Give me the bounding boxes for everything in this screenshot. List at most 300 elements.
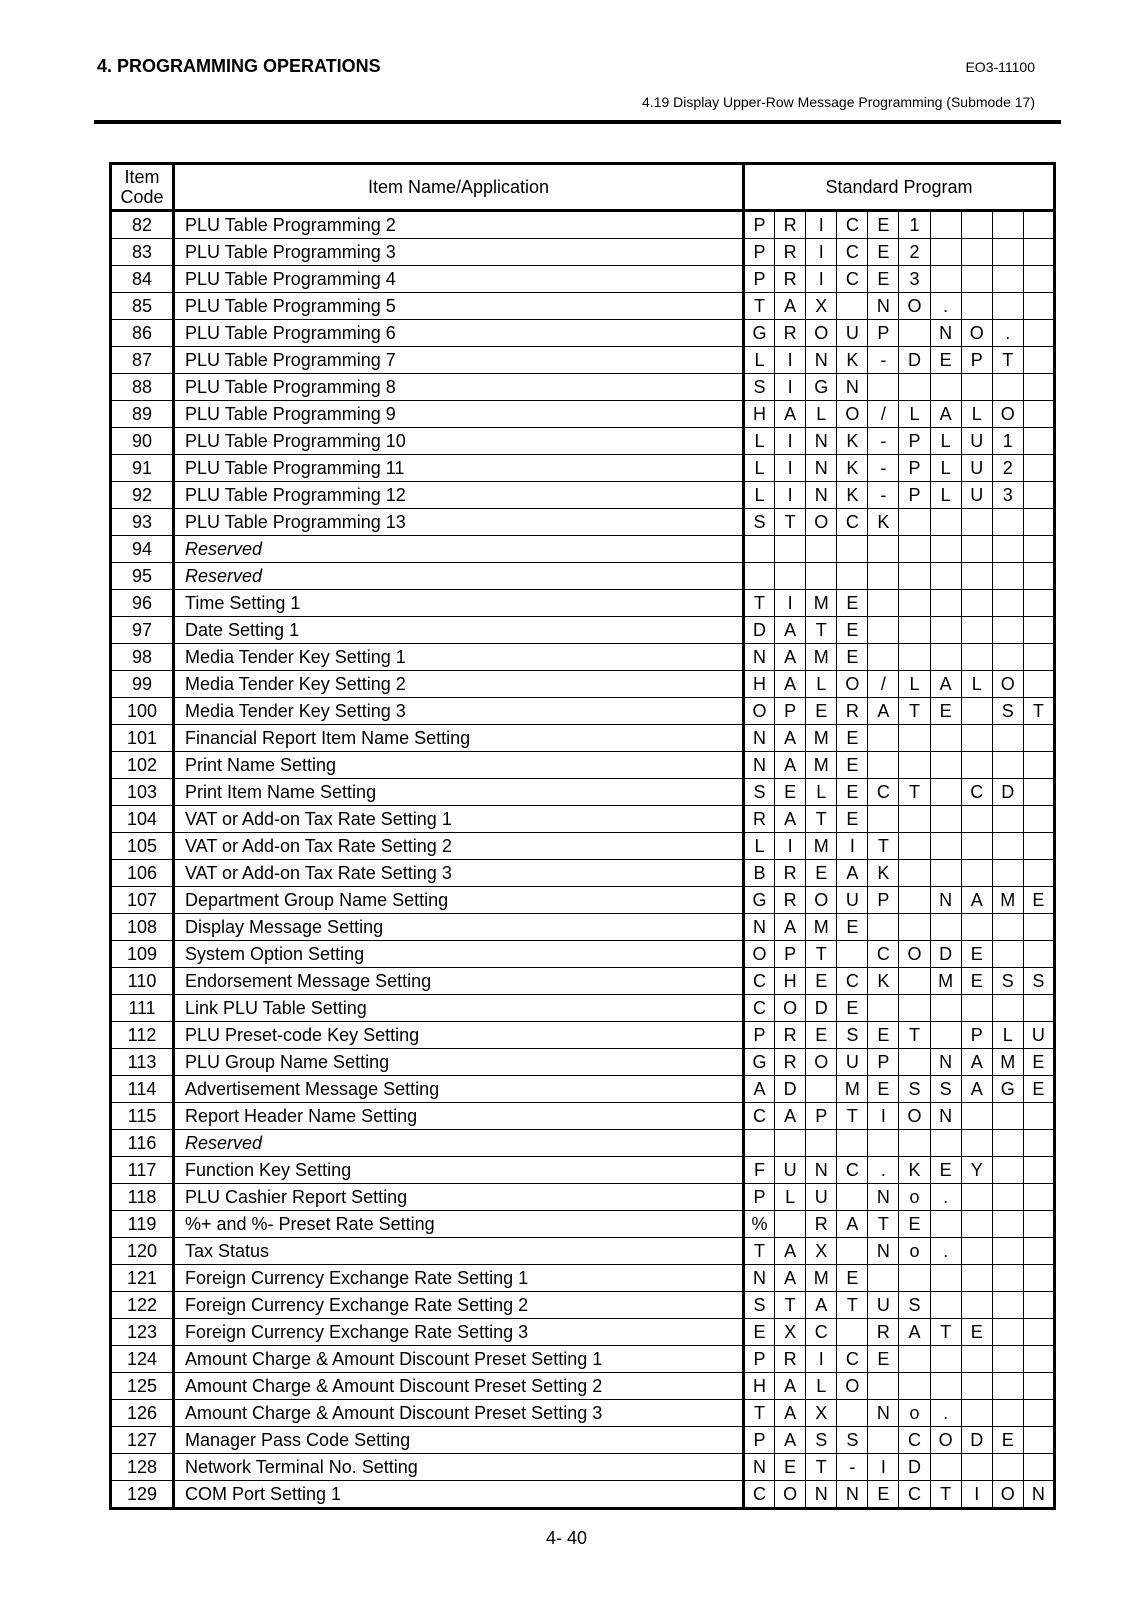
standard-program-header: Standard Program (744, 164, 1055, 211)
program-char (1023, 293, 1054, 320)
program-char: P (744, 1184, 775, 1211)
program-char (868, 914, 899, 941)
table-row (111, 860, 1055, 887)
program-char (868, 995, 899, 1022)
table-row (111, 698, 1055, 725)
item-name: Reserved (174, 563, 744, 590)
program-char (1023, 374, 1054, 401)
item-code: 83 (111, 239, 174, 266)
item-name: PLU Table Programming 5 (174, 293, 744, 320)
table-row (111, 1346, 1055, 1373)
program-char: I (775, 347, 806, 374)
program-char: A (775, 725, 806, 752)
item-code: 116 (111, 1130, 174, 1157)
table-row (111, 1265, 1055, 1292)
program-char (837, 563, 868, 590)
program-char: C (744, 995, 775, 1022)
item-code: 92 (111, 482, 174, 509)
item-code: 102 (111, 752, 174, 779)
program-char (1023, 509, 1054, 536)
item-name: PLU Preset-code Key Setting (174, 1022, 744, 1049)
table-row (111, 806, 1055, 833)
program-char: U (961, 455, 992, 482)
program-char: N (806, 455, 837, 482)
program-char: L (806, 671, 837, 698)
program-char: R (775, 1049, 806, 1076)
table-row (111, 1157, 1055, 1184)
program-char (1023, 941, 1054, 968)
item-code: 111 (111, 995, 174, 1022)
program-char (1023, 1292, 1054, 1319)
program-char (868, 1265, 899, 1292)
program-char: R (775, 211, 806, 239)
program-char (961, 1238, 992, 1265)
program-char: E (899, 1211, 930, 1238)
program-char: N (744, 1454, 775, 1481)
program-char (806, 1076, 837, 1103)
program-char: L (744, 833, 775, 860)
program-char: A (775, 617, 806, 644)
program-char: C (837, 509, 868, 536)
program-char (961, 563, 992, 590)
program-char (1023, 1454, 1054, 1481)
program-char: 3 (899, 266, 930, 293)
table-row (111, 617, 1055, 644)
item-name: Foreign Currency Exchange Rate Setting 3 (174, 1319, 744, 1346)
program-char: K (837, 347, 868, 374)
item-code: 112 (111, 1022, 174, 1049)
program-char (899, 860, 930, 887)
program-char: T (930, 1481, 961, 1509)
item-code: 125 (111, 1373, 174, 1400)
program-char: A (775, 1103, 806, 1130)
program-char: P (868, 1049, 899, 1076)
program-char: F (744, 1157, 775, 1184)
item-name: Amount Charge & Amount Discount Preset Setting 1 (174, 1346, 744, 1373)
program-char: L (961, 671, 992, 698)
section-title: 4.19 Display Upper-Row Message Programming (Submode 17) (642, 94, 1035, 110)
program-char: O (899, 941, 930, 968)
table-header (111, 164, 1055, 211)
program-char: R (775, 320, 806, 347)
program-char: I (961, 1481, 992, 1509)
program-char (1023, 1427, 1054, 1454)
program-char (1023, 590, 1054, 617)
program-char: H (775, 968, 806, 995)
item-code: 105 (111, 833, 174, 860)
program-char: C (837, 239, 868, 266)
program-char: 1 (899, 211, 930, 239)
program-char (1023, 239, 1054, 266)
program-char (930, 509, 961, 536)
program-char (930, 1265, 961, 1292)
program-char: A (775, 752, 806, 779)
program-char: R (806, 1211, 837, 1238)
program-char: T (806, 941, 837, 968)
program-char: M (806, 590, 837, 617)
page-number: 4- 40 (545, 1528, 588, 1548)
program-char: E (837, 617, 868, 644)
program-char: E (806, 968, 837, 995)
program-char (930, 266, 961, 293)
program-char (961, 1454, 992, 1481)
program-char: / (868, 671, 899, 698)
program-char (992, 1454, 1023, 1481)
program-char (961, 374, 992, 401)
program-char: E (930, 698, 961, 725)
item-code: 120 (111, 1238, 174, 1265)
program-char (868, 725, 899, 752)
program-char: G (744, 1049, 775, 1076)
program-char: T (837, 1103, 868, 1130)
program-char: E (1023, 1076, 1054, 1103)
program-char: M (806, 644, 837, 671)
item-code: 95 (111, 563, 174, 590)
item-code: 91 (111, 455, 174, 482)
program-char: S (899, 1076, 930, 1103)
program-char (961, 590, 992, 617)
program-char: O (744, 698, 775, 725)
program-char (992, 833, 1023, 860)
program-char (992, 1184, 1023, 1211)
program-char: E (1023, 887, 1054, 914)
item-code: 126 (111, 1400, 174, 1427)
program-char (868, 1130, 899, 1157)
program-char (775, 1211, 806, 1238)
program-char: T (837, 1292, 868, 1319)
program-char (961, 995, 992, 1022)
program-char (992, 941, 1023, 968)
program-char: O (992, 401, 1023, 428)
program-char: L (930, 428, 961, 455)
program-char: P (744, 211, 775, 239)
program-char: M (806, 725, 837, 752)
program-char: M (806, 914, 837, 941)
program-char: D (930, 941, 961, 968)
item-code: 124 (111, 1346, 174, 1373)
program-char: A (961, 1076, 992, 1103)
program-char: A (775, 644, 806, 671)
program-char: A (775, 1265, 806, 1292)
program-char: C (837, 1157, 868, 1184)
item-code: 82 (111, 211, 174, 239)
program-char: M (837, 1076, 868, 1103)
program-char: M (806, 752, 837, 779)
program-char: D (961, 1427, 992, 1454)
program-char (992, 1373, 1023, 1400)
program-char: I (806, 211, 837, 239)
program-char (1023, 779, 1054, 806)
program-char: R (868, 1319, 899, 1346)
program-char: P (775, 698, 806, 725)
program-char: O (837, 401, 868, 428)
program-char (1023, 211, 1054, 239)
table-row (111, 1211, 1055, 1238)
program-char: C (837, 211, 868, 239)
program-char: L (930, 455, 961, 482)
program-char: A (930, 671, 961, 698)
item-code: 129 (111, 1481, 174, 1509)
item-code: 110 (111, 968, 174, 995)
table-row (111, 401, 1055, 428)
item-name: Display Message Setting (174, 914, 744, 941)
program-char: K (899, 1157, 930, 1184)
program-char (992, 806, 1023, 833)
program-char (961, 725, 992, 752)
program-char: % (744, 1211, 775, 1238)
program-char: O (806, 509, 837, 536)
table-row (111, 1238, 1055, 1265)
program-char (961, 752, 992, 779)
program-char (1023, 1157, 1054, 1184)
program-char (899, 1265, 930, 1292)
program-char (868, 536, 899, 563)
program-char: E (837, 725, 868, 752)
program-char: - (868, 428, 899, 455)
program-char (961, 833, 992, 860)
program-char (899, 1346, 930, 1373)
program-char: P (899, 428, 930, 455)
program-char (1023, 1238, 1054, 1265)
program-char: L (806, 779, 837, 806)
item-name: Reserved (174, 1130, 744, 1157)
program-char: E (868, 1076, 899, 1103)
program-char: D (775, 1076, 806, 1103)
program-char: A (775, 671, 806, 698)
program-char: E (961, 1319, 992, 1346)
program-char (930, 1454, 961, 1481)
item-name: Time Setting 1 (174, 590, 744, 617)
program-char: O (837, 1373, 868, 1400)
program-char: E (868, 1481, 899, 1509)
item-code: 114 (111, 1076, 174, 1103)
program-char (1023, 671, 1054, 698)
item-name: System Option Setting (174, 941, 744, 968)
item-code: 103 (111, 779, 174, 806)
program-char (1023, 1130, 1054, 1157)
program-char: A (868, 698, 899, 725)
program-char (961, 266, 992, 293)
table-row (111, 509, 1055, 536)
program-char: I (806, 266, 837, 293)
program-char (961, 1346, 992, 1373)
program-char: T (744, 1238, 775, 1265)
program-char: C (868, 941, 899, 968)
item-name: Media Tender Key Setting 3 (174, 698, 744, 725)
program-char: E (930, 1157, 961, 1184)
program-char: P (744, 1022, 775, 1049)
table-row (111, 1319, 1055, 1346)
program-char (868, 1427, 899, 1454)
program-char (1023, 752, 1054, 779)
item-code: 101 (111, 725, 174, 752)
program-char: I (775, 374, 806, 401)
program-char: O (744, 941, 775, 968)
program-char (930, 239, 961, 266)
program-char: E (961, 968, 992, 995)
program-char: I (806, 1346, 837, 1373)
program-char (961, 1103, 992, 1130)
item-name: VAT or Add-on Tax Rate Setting 2 (174, 833, 744, 860)
program-char (837, 941, 868, 968)
item-name: PLU Table Programming 2 (174, 211, 744, 239)
item-name: Date Setting 1 (174, 617, 744, 644)
program-char (899, 563, 930, 590)
item-name: Print Name Setting (174, 752, 744, 779)
item-name: Reserved (174, 536, 744, 563)
program-char: I (775, 590, 806, 617)
program-char: N (744, 914, 775, 941)
program-char (930, 536, 961, 563)
program-char: L (899, 671, 930, 698)
program-char: N (744, 752, 775, 779)
program-char: E (961, 941, 992, 968)
program-char (930, 1292, 961, 1319)
item-code: 115 (111, 1103, 174, 1130)
program-char: S (1023, 968, 1054, 995)
program-char: S (992, 968, 1023, 995)
program-char (1023, 644, 1054, 671)
program-char: R (775, 887, 806, 914)
program-char: O (961, 320, 992, 347)
program-char: P (961, 347, 992, 374)
program-char: T (899, 779, 930, 806)
table-row (111, 1049, 1055, 1076)
table-row (111, 779, 1055, 806)
program-char: O (930, 1427, 961, 1454)
table-row (111, 293, 1055, 320)
table-row (111, 563, 1055, 590)
program-char: L (775, 1184, 806, 1211)
item-name: Media Tender Key Setting 2 (174, 671, 744, 698)
program-char: D (992, 779, 1023, 806)
program-char (775, 536, 806, 563)
program-char (992, 644, 1023, 671)
program-char: E (837, 644, 868, 671)
program-char: . (930, 1400, 961, 1427)
item-name: Manager Pass Code Setting (174, 1427, 744, 1454)
table-row (111, 1103, 1055, 1130)
program-char: N (930, 1103, 961, 1130)
program-char (961, 1400, 992, 1427)
item-code: 85 (111, 293, 174, 320)
program-char (930, 211, 961, 239)
program-char: o (899, 1184, 930, 1211)
program-char (992, 590, 1023, 617)
program-char (992, 1292, 1023, 1319)
table-row (111, 590, 1055, 617)
item-code: 87 (111, 347, 174, 374)
program-char: P (868, 320, 899, 347)
program-char: E (1023, 1049, 1054, 1076)
program-char: M (992, 887, 1023, 914)
program-char (992, 1130, 1023, 1157)
program-char (837, 1238, 868, 1265)
program-char: P (775, 941, 806, 968)
program-char: A (837, 1211, 868, 1238)
program-char: S (930, 1076, 961, 1103)
table-row (111, 1292, 1055, 1319)
program-char (1023, 1319, 1054, 1346)
table-row (111, 1184, 1055, 1211)
program-char: N (806, 1157, 837, 1184)
program-char (930, 914, 961, 941)
item-name: Tax Status (174, 1238, 744, 1265)
table-row (111, 1400, 1055, 1427)
program-char (992, 1103, 1023, 1130)
program-char (930, 1346, 961, 1373)
program-char (868, 590, 899, 617)
program-char: T (806, 617, 837, 644)
program-char (1023, 617, 1054, 644)
program-char (992, 725, 1023, 752)
program-char: N (744, 1265, 775, 1292)
program-char (992, 860, 1023, 887)
program-char: R (775, 266, 806, 293)
program-char: S (837, 1427, 868, 1454)
program-char: N (930, 887, 961, 914)
program-char: C (837, 968, 868, 995)
program-char (899, 644, 930, 671)
program-char: L (806, 401, 837, 428)
item-code: 88 (111, 374, 174, 401)
item-name: PLU Table Programming 13 (174, 509, 744, 536)
program-char (992, 617, 1023, 644)
program-char: N (868, 1400, 899, 1427)
table-row (111, 536, 1055, 563)
table-row (111, 725, 1055, 752)
table-row (111, 320, 1055, 347)
program-char: T (775, 509, 806, 536)
program-char: E (868, 239, 899, 266)
item-code: 97 (111, 617, 174, 644)
table-row (111, 671, 1055, 698)
item-code: 119 (111, 1211, 174, 1238)
program-char: P (961, 1022, 992, 1049)
program-char (806, 536, 837, 563)
program-char: D (744, 617, 775, 644)
item-code: 98 (111, 644, 174, 671)
program-char: A (961, 887, 992, 914)
program-char: A (775, 1238, 806, 1265)
program-char (899, 806, 930, 833)
program-char: . (930, 293, 961, 320)
item-code: 113 (111, 1049, 174, 1076)
table-row (111, 1130, 1055, 1157)
program-char (992, 239, 1023, 266)
program-char (837, 293, 868, 320)
item-name: PLU Table Programming 12 (174, 482, 744, 509)
program-char: A (775, 1400, 806, 1427)
program-char: B (744, 860, 775, 887)
program-char: E (806, 860, 837, 887)
program-char (992, 1211, 1023, 1238)
program-char: 3 (992, 482, 1023, 509)
program-char: T (806, 806, 837, 833)
program-char (1023, 428, 1054, 455)
item-name: VAT or Add-on Tax Rate Setting 3 (174, 860, 744, 887)
program-char: P (744, 1346, 775, 1373)
item-code: 109 (111, 941, 174, 968)
program-char: C (806, 1319, 837, 1346)
item-name: Foreign Currency Exchange Rate Setting 2 (174, 1292, 744, 1319)
program-char (1023, 401, 1054, 428)
program-char (868, 806, 899, 833)
program-char (930, 1373, 961, 1400)
program-char: A (775, 401, 806, 428)
program-char: A (744, 1076, 775, 1103)
program-char (930, 725, 961, 752)
